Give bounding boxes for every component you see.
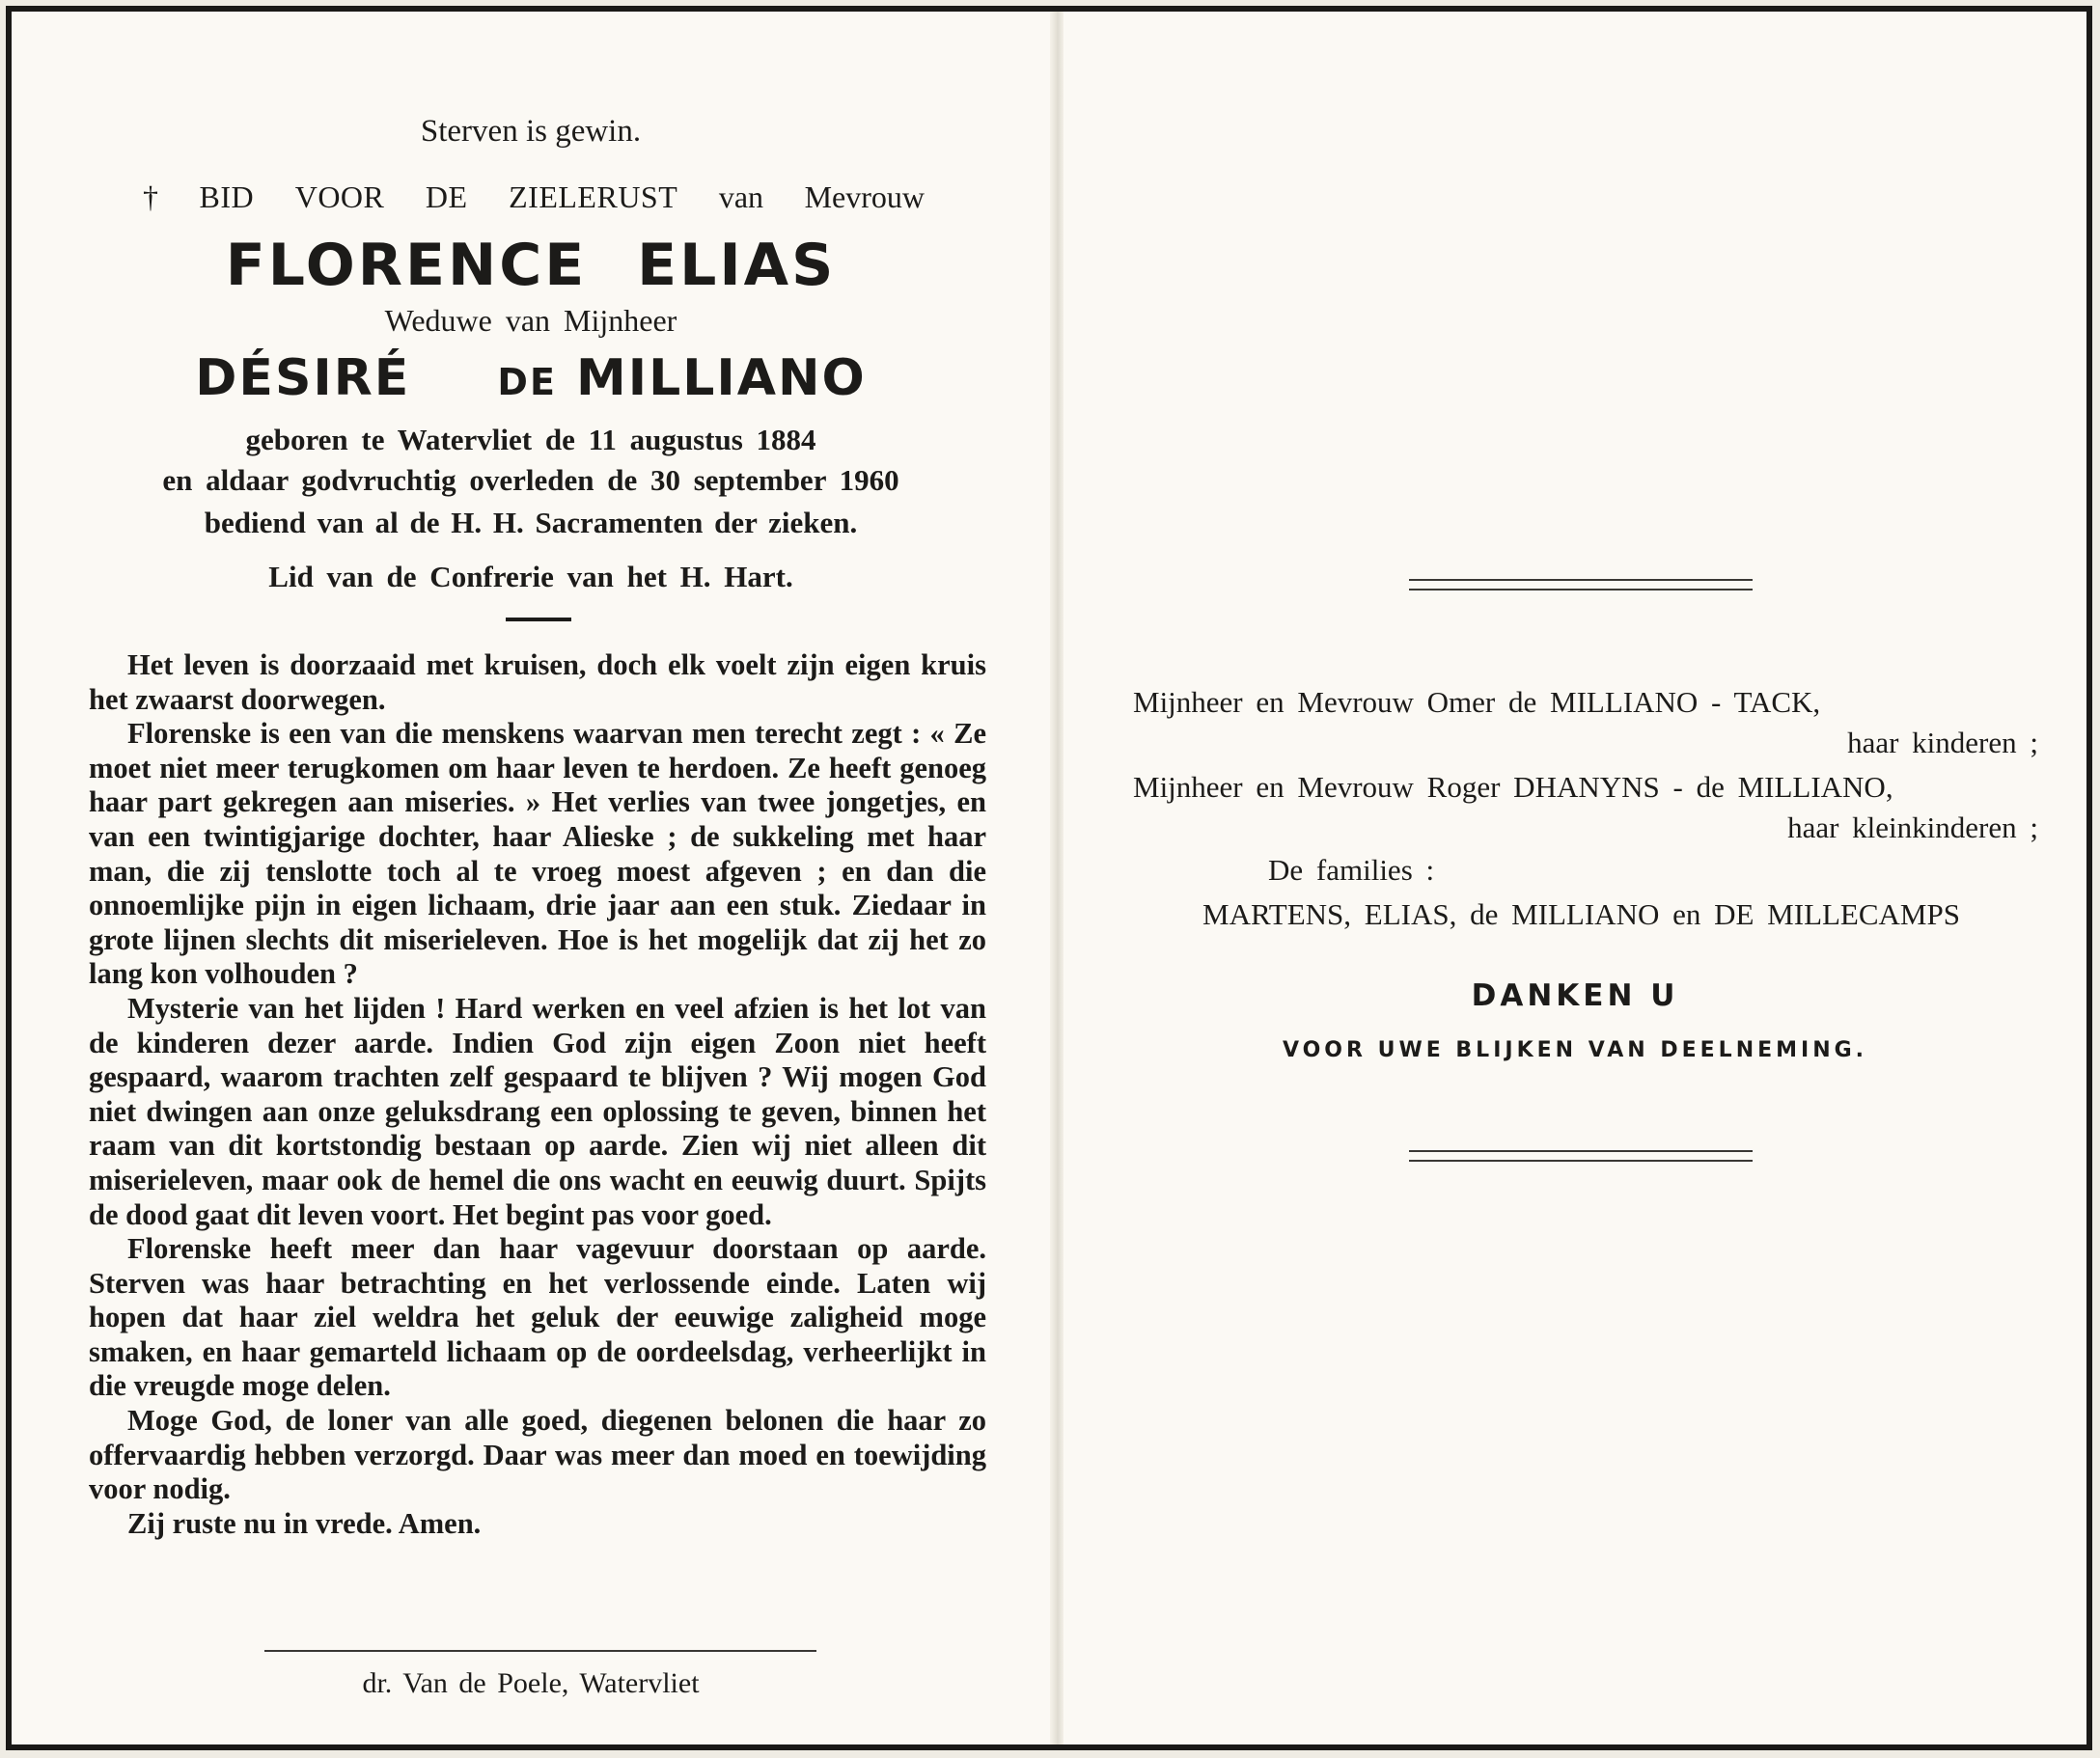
- husband-particle: DE: [497, 361, 557, 403]
- husband-last-name: MILLIANO: [576, 349, 867, 407]
- birth-line: geboren te Watervliet de 11 augustus 1884: [245, 423, 816, 456]
- family-line: Mijnheer en Mevrouw Omer de MILLIANO - TACK,: [1133, 685, 1821, 719]
- left-page: [12, 12, 1050, 1744]
- prayer-word: DE: [425, 179, 468, 214]
- families-list: MARTENS, ELIAS, de MILLIANO en DE MILLECAMPS: [1202, 897, 1960, 931]
- double-divider: [1409, 579, 1753, 591]
- thanks-heading: DANKEN U: [1471, 978, 1679, 1013]
- eulogy-paragraph: Mysterie van het lijden ! Hard werken en veel afzien is het lot van de kinderen dezer aarde. Indien God zijn eigen Zoon niet heeft gespaard, waarom trachten zelf gespaard te blijven ? Wij mogen God niet dwingen aan onze geluksdrang een oplossing te geven, binnen het raam van dit kortstondig bestaan op aarde. Zien wij niet alleen dit miserieleven, maar ook de hemel die ons wacht en eeuwig duurt. Spijts de dood gaat dit leven voort. Het begint pas voor goed.: [89, 991, 986, 1231]
- cross-symbol: †: [143, 179, 158, 214]
- page-fold: [1050, 12, 1064, 1744]
- prayer-word: van: [718, 179, 764, 214]
- printer-credit: dr. Van de Poele, Watervliet: [362, 1667, 700, 1699]
- prayer-word: ZIELERUST: [509, 179, 678, 214]
- motto: Sterven is gewin.: [420, 114, 642, 149]
- prayer-word: Mevrouw: [804, 179, 925, 214]
- husband-first-name: DÉSIRÉ: [195, 349, 411, 407]
- eulogy-text: [89, 648, 986, 1541]
- divider: [264, 1650, 816, 1652]
- right-page: [1064, 12, 2086, 1744]
- prayer-word: BID: [199, 179, 255, 214]
- sacraments-line: bediend van al de H. H. Sacramenten der zieken.: [204, 506, 858, 539]
- family-role: haar kleinkinderen ;: [1787, 810, 2038, 844]
- eulogy-paragraph: Zij ruste nu in vrede. Amen.: [127, 1506, 482, 1540]
- widow-of: Weduwe van Mijnheer: [384, 303, 677, 338]
- prayer-line: [143, 179, 925, 215]
- deceased-name: FLORENCE ELIAS: [225, 232, 837, 299]
- family-role: haar kinderen ;: [1847, 726, 2038, 759]
- eulogy-paragraph: Florenske is een van die menskens waarvan men terecht zegt : « Ze moet niet meer terugkomen om haar leven te herdoen. Ze heeft genoeg haar part gekregen aan miseries. » Het verlies van twee jongetjes, en van een twintigjarige dochter, haar Alieske ; de sukkeling met haar man, die zij tenslotte toch al te vroeg moest afgeven ; en dan die onnoemlijke pijn in eigen lichaam, drie jaar aan een stuk. Ziedaar in grote lijnen slechts dit miserieleven. Hoe is het mogelijk dat zij het zo lang kon volhouden ?: [89, 717, 986, 991]
- divider: [506, 618, 571, 621]
- eulogy-paragraph: Moge God, de loner van alle goed, diegenen belonen die haar zo offervaardig hebben verzorgd. Daar was meer dan moed en toewijding voor nodig.: [89, 1404, 986, 1506]
- prayer-word: VOOR: [294, 179, 385, 214]
- thanks-subtitle: VOOR UWE BLIJKEN VAN DEELNEMING.: [1282, 1038, 1868, 1062]
- double-divider: [1409, 1150, 1753, 1162]
- eulogy-paragraph: Florenske heeft meer dan haar vagevuur doorstaan op aarde. Sterven was haar betrachting en het verlossende einde. Laten wij hopen dat haar ziel weldra het geluk der eeuwige zaligheid moge smaken, en haar gemarteld lichaam op de oordeelsdag, verheerlijkt in die vreugde moge delen.: [89, 1232, 986, 1403]
- husband-name: [12, 349, 1050, 407]
- memorial-card: [6, 6, 2092, 1750]
- eulogy-paragraph: Het leven is doorzaaid met kruisen, doch elk voelt zijn eigen kruis het zwaarst doorwegen.: [89, 648, 986, 716]
- families-label: De families :: [1268, 853, 1435, 887]
- death-line: en aldaar godvruchtig overleden de 30 september 1960: [162, 463, 899, 497]
- confraternity-line: Lid van de Confrerie van het H. Hart.: [268, 560, 793, 593]
- family-line: Mijnheer en Mevrouw Roger DHANYNS - de MILLIANO,: [1133, 770, 1893, 804]
